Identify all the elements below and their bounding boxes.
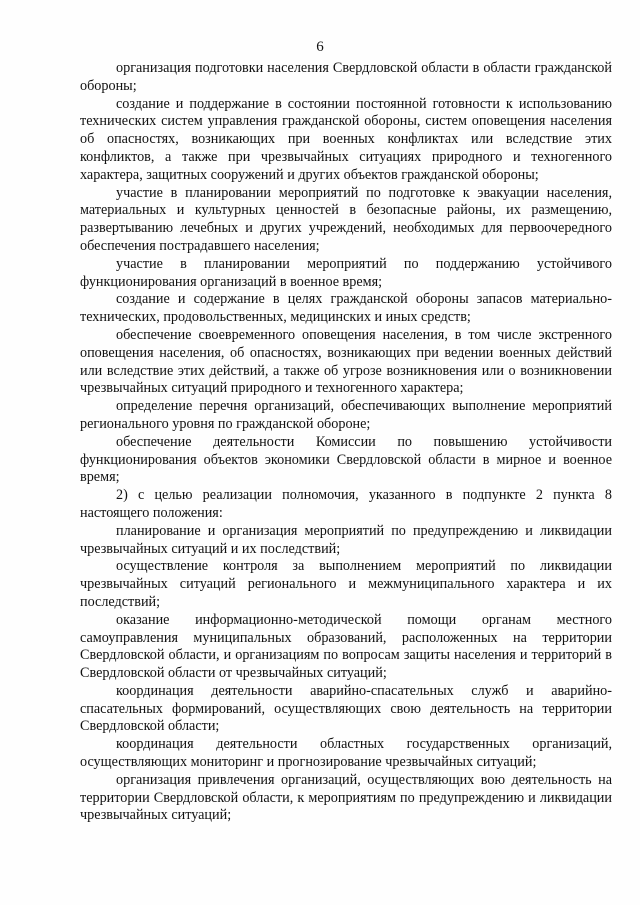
paragraph: планирование и организация мероприятий по предупреждению и ликвидации чрезвычайных ситуаций и их последствий; [80,522,612,557]
document-body [80,60,612,825]
paragraph: участие в планировании мероприятий по поддержанию устойчивого функционирования организаций в военное время; [80,255,612,290]
paragraph: создание и содержание в целях гражданской обороны запасов материально-технических, продовольственных, медицинских и иных средств; [80,291,612,326]
paragraph: оказание информационно-методической помощи органам местного самоуправления муниципальных образований, расположенных на территории Свердловской области, и организациям по вопросам защиты населения и территорий в Свердловской области от чрезвычайных ситуаций; [80,611,612,682]
paragraph: координация деятельности аварийно-спасательных служб и аварийно-спасательных формирований, осуществляющих свою деятельность на территории Свердловской области; [80,682,612,735]
paragraph: организация привлечения организаций, осуществляющих вою деятельность на территории Свердловской области, к мероприятиям по предупреждению и ликвидации чрезвычайных ситуаций; [80,771,612,824]
paragraph: создание и поддержание в состоянии постоянной готовности к использованию технических систем управления гражданской обороны, систем оповещения населения об опасностях, возникающих при военных конфликтах или вследствие этих конфликтов, а также при чрезвычайных ситуациях природного и техногенного характера, защитных сооружений и других объектов гражданской обороны; [80,95,612,183]
paragraph: 2) с целью реализации полномочия, указанного в подпункте 2 пункта 8 настоящего положения: [80,487,612,521]
paragraph: обеспечение деятельности Комиссии по повышению устойчивости функционирования объектов экономики Свердловской области в мирное и военное время; [80,433,612,486]
paragraph: участие в планировании мероприятий по подготовке к эвакуации населения, материальных и культурных ценностей в безопасные районы, их размещению, развертыванию лечебных и других учреждений, необходимых для первоочередного обеспечения пострадавшего населения; [80,184,612,254]
paragraph: определение перечня организаций, обеспечивающих выполнение мероприятий регионального уровня по гражданской обороне; [80,398,612,432]
paragraph: координация деятельности областных государственных организаций, осуществляющих мониторинг и прогнозирование чрезвычайных ситуаций; [80,736,612,771]
page-number: 6 [316,39,324,55]
paragraph: организация подготовки населения Свердловской области в области гражданской обороны; [80,60,612,94]
paragraph: осуществление контроля за выполнением мероприятий по ликвидации чрезвычайных ситуаций регионального и межмуниципального характера и их последствий; [80,558,612,610]
paragraph: обеспечение своевременного оповещения населения, в том числе экстренного оповещения населения, об опасностях, возникающих при ведении военных действий или вследствие этих действий, а также об угрозе возникновения или о возникновении чрезвычайных ситуаций природного и техногенного характера; [80,326,612,397]
